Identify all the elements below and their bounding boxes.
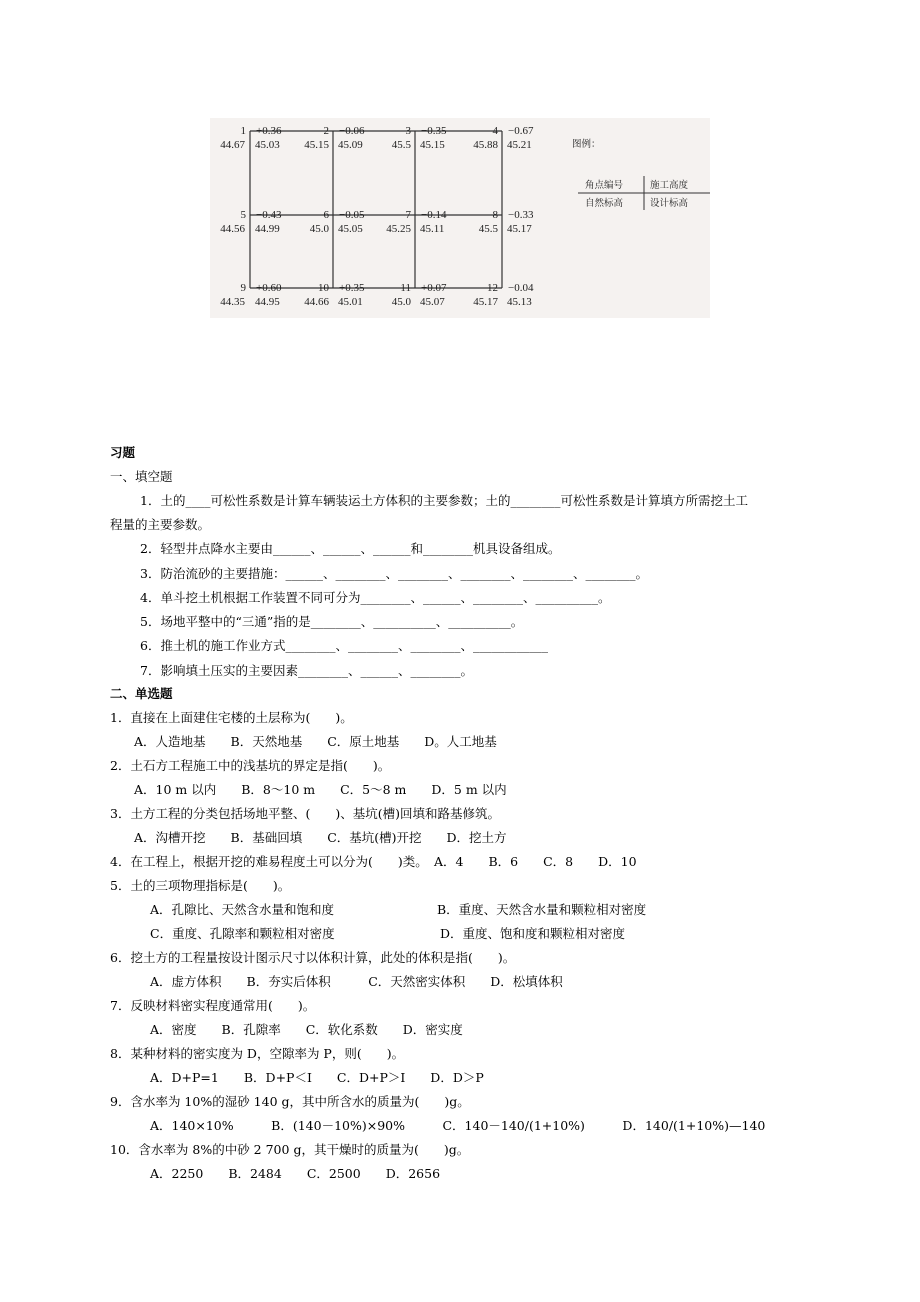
construction-height: +0.36: [256, 125, 282, 137]
construction-height: +0.35: [339, 282, 365, 294]
text-line: D．重度、饱和度和颗粒相对密度: [440, 926, 626, 941]
text-line: 1．直接在上面建住宅楼的土层称为( )。: [110, 710, 353, 725]
construction-height: −0.67: [508, 125, 534, 137]
corner-number: 3: [405, 125, 411, 137]
text-line: 3．防治流砂的主要措施：______、________、________、________、________、________。: [140, 566, 648, 581]
text-line: A．D+P=1 B．D+P＜I C．D+P＞I D．D＞P: [150, 1070, 484, 1085]
natural-elevation: 45.15: [420, 139, 445, 151]
legend-natural-elevation: 自然标高: [585, 198, 624, 209]
text-line: A．人造地基 B．天然地基 C．原土地基 D。人工地基: [134, 734, 497, 749]
construction-height: −0.05: [339, 209, 365, 221]
natural-elevation: 45.05: [338, 223, 363, 235]
legend-corner-number: 角点编号: [585, 180, 624, 191]
natural-elevation: 44.95: [255, 296, 280, 308]
text-line: 6．挖土方的工程量按设计图示尺寸以体积计算，此处的体积是指( )。: [110, 950, 516, 965]
construction-height: −0.14: [421, 209, 447, 221]
corner-number: 7: [405, 209, 411, 221]
text-line: A．密度 B．孔隙率 C．软化系数 D．密实度: [150, 1022, 463, 1037]
natural-elevation: 45.17: [507, 223, 532, 235]
design-elevation: 45.5: [391, 139, 411, 151]
design-elevation: 45.5: [478, 223, 498, 235]
legend-title: 图例：: [572, 139, 601, 150]
text-line: A．10 m 以内 B．8～10 m C．5～8 m D．5 m 以内: [134, 782, 507, 797]
legend-construction-height: 施工高度: [650, 180, 689, 191]
grid-diagram: [210, 118, 710, 318]
corner-number: 9: [240, 282, 246, 294]
natural-elevation: 45.03: [255, 139, 280, 151]
text-line: 5．土的三项物理指标是( )。: [110, 878, 291, 893]
construction-height: +0.60: [256, 282, 282, 294]
design-elevation: 45.17: [473, 296, 498, 308]
text-line: 程量的主要参数。: [110, 517, 211, 532]
grid-figure: [210, 118, 710, 318]
text-line: A．140×10% B．(140－10%)×90% C．140－140/(1+10%) D．140/(1+10%)—140: [150, 1118, 766, 1133]
design-elevation: 45.15: [304, 139, 329, 151]
corner-number: 10: [318, 282, 329, 294]
design-elevation: 44.66: [304, 296, 329, 308]
construction-height: +0.07: [421, 282, 447, 294]
construction-height: −0.06: [339, 125, 365, 137]
design-elevation: 45.25: [386, 223, 411, 235]
natural-elevation: 45.21: [507, 139, 532, 151]
corner-number: 4: [492, 125, 498, 137]
corner-number: 12: [487, 282, 498, 294]
text-line: 6．推土机的施工作业方式________、________、________、____________: [140, 638, 548, 653]
natural-elevation: 44.99: [255, 223, 280, 235]
text-line: A．孔隙比、天然含水量和饱和度: [150, 902, 335, 917]
row-left-elevation: 44.35: [220, 296, 245, 308]
legend-design-elevation: 设计标高: [650, 198, 689, 209]
text-line: A．2250 B．2484 C．2500 D．2656: [150, 1166, 441, 1181]
text-line: A．沟槽开挖 B．基础回填 C．基坑(槽)开挖 D．挖土方: [134, 830, 507, 845]
text-line: 7．影响填土压实的主要因素________、______、________。: [140, 663, 473, 678]
text-line: 10．含水率为 8%的中砂 2 700 g，其干燥时的质量为( )g。: [110, 1142, 470, 1157]
construction-height: −0.33: [508, 209, 534, 221]
natural-elevation: 45.07: [420, 296, 445, 308]
corner-number: 6: [323, 209, 329, 221]
text-line: 9．含水率为 10%的湿砂 140 g，其中所含水的质量为( )g。: [110, 1094, 470, 1109]
text-line: 2．土石方工程施工中的浅基坑的界定是指( )。: [110, 758, 391, 773]
text-line: 4．在工程上，根据开挖的难易程度土可以分为( )类。 A．4 B．6 C．8 D．10: [110, 854, 637, 869]
construction-height: −0.43: [256, 209, 282, 221]
text-line: 2．轻型井点降水主要由______、______、______和________机具设备组成。: [140, 541, 561, 556]
row-left-elevation: 44.56: [220, 223, 245, 235]
text-line: A．虚方体积 B．夯实后体积 C．天然密实体积 D．松填体积: [150, 974, 563, 989]
text-line: 一、填空题: [110, 469, 173, 484]
text-line: 8．某种材料的密实度为 D，空隙率为 P，则( )。: [110, 1046, 405, 1061]
natural-elevation: 45.01: [338, 296, 363, 308]
row-left-elevation: 44.67: [220, 139, 245, 151]
corner-number: 1: [240, 125, 246, 137]
section-heading: 二、单选题: [110, 686, 173, 701]
design-elevation: 45.0: [309, 223, 329, 235]
natural-elevation: 45.09: [338, 139, 363, 151]
corner-number: 11: [400, 282, 411, 294]
design-elevation: 45.88: [473, 139, 498, 151]
text-line: 1．土的____可松性系数是计算车辆装运土方体积的主要参数；土的________可松性系数是计算填方所需挖土工: [140, 493, 748, 508]
text-line: C．重度、孔隙率和颗粒相对密度: [150, 926, 335, 941]
text-line: 3．土方工程的分类包括场地平整、( )、基坑(槽)回填和路基修筑。: [110, 806, 500, 821]
text-line: 5．场地平整中的“三通”指的是________、__________、__________。: [140, 614, 524, 629]
text-line: 4．单斗挖土机根据工作装置不同可分为________、______、________、__________。: [140, 590, 611, 605]
corner-number: 2: [323, 125, 329, 137]
construction-height: −0.35: [421, 125, 447, 137]
corner-number: 5: [240, 209, 246, 221]
text-line: B．重度、天然含水量和颗粒相对密度: [437, 902, 647, 917]
natural-elevation: 45.11: [420, 223, 445, 235]
text-line: 7．反映材料密实程度通常用( )。: [110, 998, 316, 1013]
design-elevation: 45.0: [391, 296, 411, 308]
natural-elevation: 45.13: [507, 296, 532, 308]
construction-height: −0.04: [508, 282, 534, 294]
corner-number: 8: [492, 209, 498, 221]
section-heading: 习题: [110, 445, 136, 460]
